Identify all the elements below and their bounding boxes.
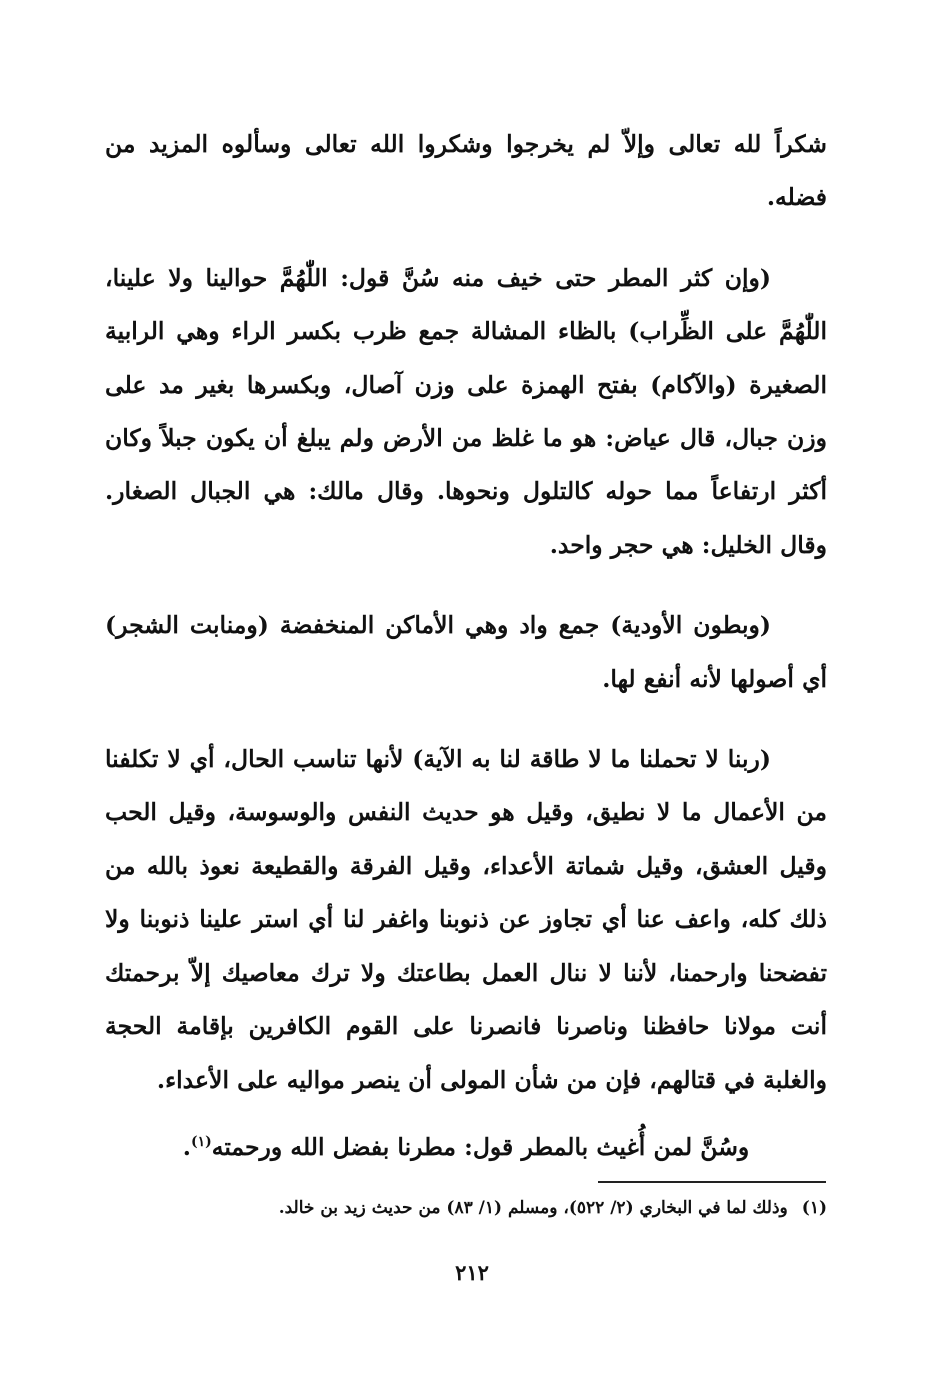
closing-line-text: وسُنَّ لمن أُغيث بالمطر قول: مطرنا بفضل الله ورحمته xyxy=(211,1132,750,1161)
paragraph-3: (وبطون الأودية) جمع واد وهي الأماكن المنخفضة (ومنابت الشجر) أي أصولها لأنه أنفع لها. xyxy=(105,611,827,693)
closing-line: وسُنَّ لمن أُغيث بالمطر قول: مطرنا بفضل الله ورحمته$^{(١)}$. xyxy=(182,1132,750,1161)
footnote-reference: (١) xyxy=(190,1134,212,1151)
paragraph-1: شكراً لله تعالى وإلاّ لم يخرجوا وشكروا الله تعالى وسألوه المزيد من فضله. xyxy=(105,130,827,212)
footnote xyxy=(105,1190,827,1226)
paragraph-4: (ربنا لا تحملنا ما لا طاقة لنا به الآية) لأنها تناسب الحال، أي لا تكلفنا من الأعمال ما لا نطيق، وقيل هو حديث النفس والوسوسة، وقيل الحب وقيل العشق، وقيل شماتة الأعداء، وقيل الفرقة والقطيعة نعوذ بالله من ذلك كله، واعف عنا أي تجاوز عن ذنوبنا واغفر لنا أي استر علينا ذنوبنا ولا تفضحنا وارحمنا، لأننا لا ننال العمل بطاعتك ولا ترك معاصيك إلاّ برحمتك أنت مولانا حافظنا وناصرنا فانصرنا على القوم الكافرين بإقامة الحجة والغلبة في قتالهم، فإن من شأن المولى أن ينصر مواليه على الأعداء. xyxy=(105,745,827,1094)
main-text xyxy=(105,118,827,1174)
page-number: ٢١٢ xyxy=(455,1260,489,1285)
footnote-text: وذلك لما في البخاري (٢/ ٥٢٢)، ومسلم (١/ ٨٣) من حديث زيد بن خالد. xyxy=(278,1198,788,1218)
footnote-divider xyxy=(598,1181,826,1183)
paragraph-2: (وإن كثر المطر حتى خيف منه سُنَّ قول: اللّٰهُمَّ حوالينا ولا علينا، اللّٰهُمَّ على الظِّراب) بالظاء المشالة جمع ظرب بكسر الراء وهي الرابية الصغيرة (والآكام) بفتح الهمزة على وزن آصال، وبكسرها بغير مد على وزن جبال، قال عياض: هو ما غلظ من الأرض ولم يبلغ أن يكون جبلاً وكان أكثر ارتفاعاً مما حوله كالتلول ونحوها. وقال مالك: هي الجبال الصغار. وقال الخليل: هي حجر واحد. xyxy=(105,263,827,559)
footnote-number: (١) xyxy=(801,1198,827,1218)
